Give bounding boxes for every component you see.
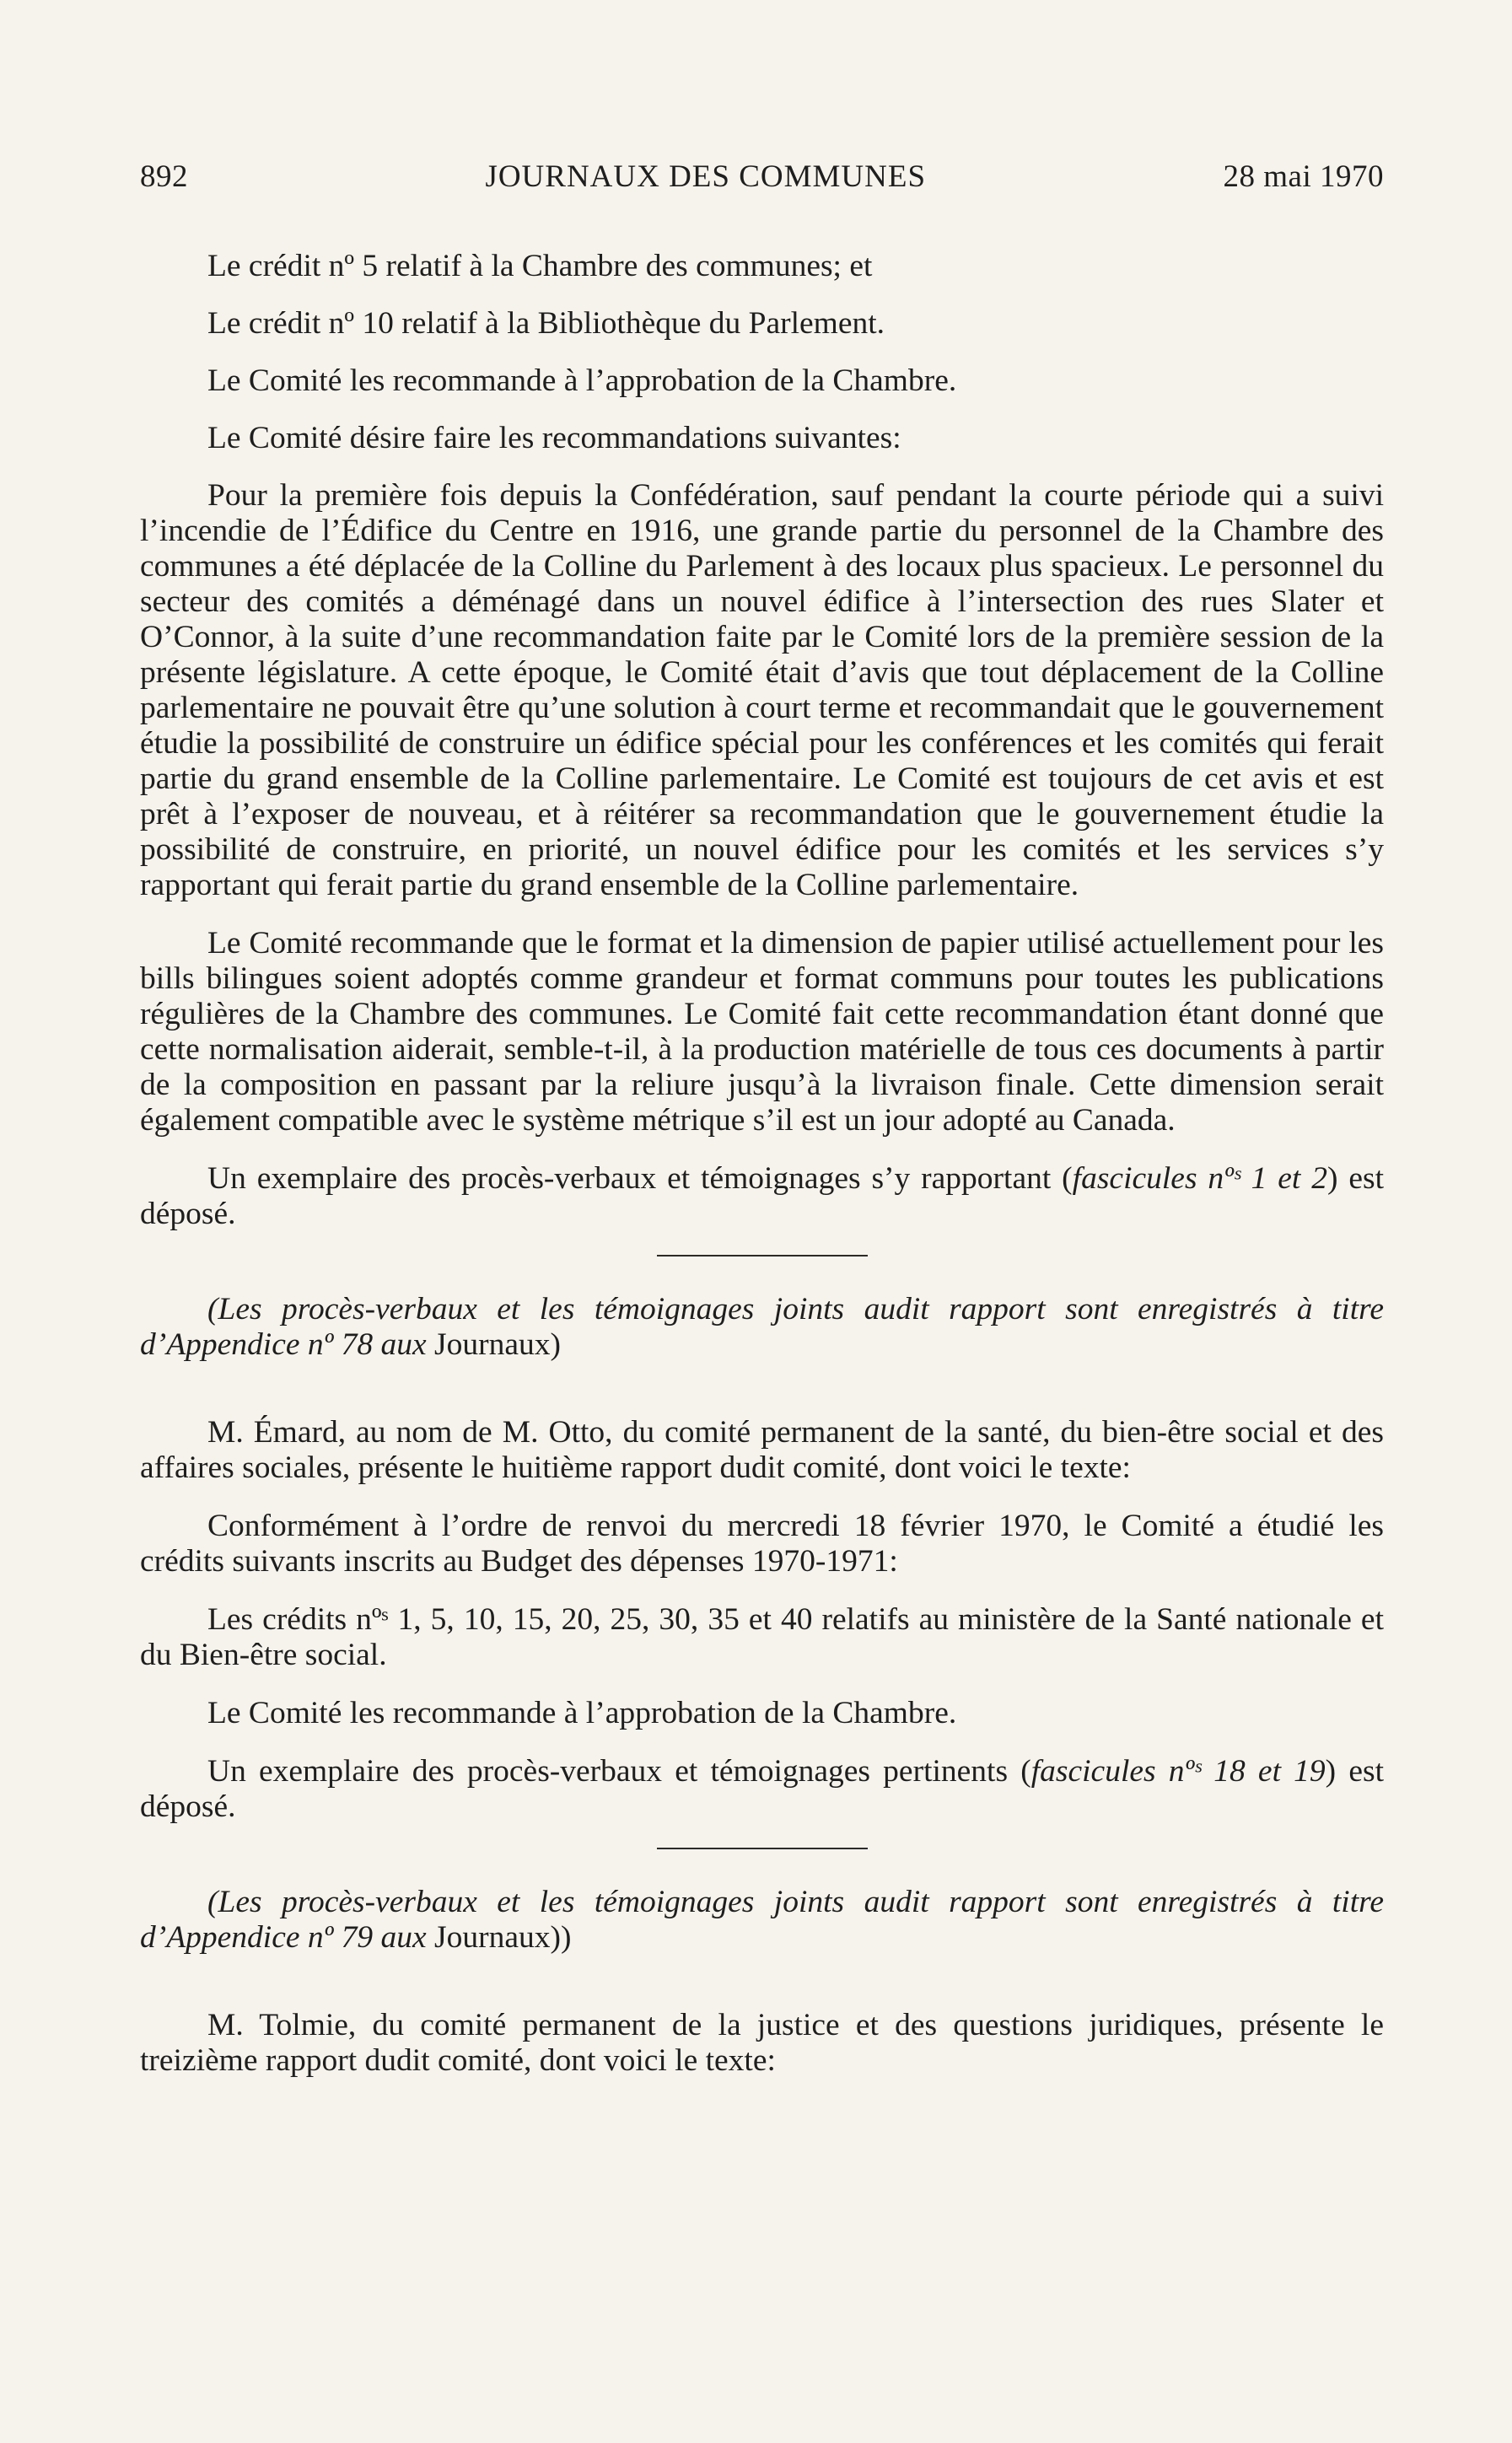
recommendations-intro: Le Comité désire faire les recommandations suivantes: — [207, 421, 901, 455]
header-date: 28 mai 1970 — [1223, 159, 1384, 194]
running-header — [140, 159, 1384, 195]
paragraph-deposit-2 — [140, 1754, 1384, 1825]
appendix-note-78-plain: Journaux) — [434, 1327, 561, 1362]
paragraph-credits-health: Les crédits nºˢ 1, 5, 10, 15, 20, 25, 30, 35 et 40 relatifs au ministère de la Santé nationale et du Bien-être social. — [140, 1602, 1384, 1672]
section-divider-1 — [657, 1255, 868, 1256]
body-text — [140, 249, 1384, 2079]
deposit-1-start: Un exemplaire des procès-verbaux et témoignages s’y rapportant ( — [207, 1161, 1073, 1196]
appendix-note-79-italic: (Les procès-verbaux et les témoignages joints audit rapport sont enregistrés à titre d’Appendice nº 79 aux — [140, 1885, 1384, 1955]
credit-line-5: Le crédit nº 5 relatif à la Chambre des communes; et — [207, 249, 873, 283]
deposit-2-end: ) est déposé. — [140, 1754, 1384, 1824]
deposit-2-start: Un exemplaire des procès-verbaux et témoignages pertinents ( — [207, 1754, 1031, 1789]
paragraph-recommend-2: Le Comité les recommande à l’approbation de la Chambre. — [207, 1696, 957, 1730]
paragraph-deposit-1 — [140, 1161, 1384, 1232]
paragraph-paper-format: Le Comité recommande que le format et la dimension de papier utilisé actuellement pour les bills bilingues soient adoptés comme grandeur et format communs pour toutes les publications régulières de la Chambre des communes. Le Comité fait cette recommandation étant donné que cette normalisation aiderait, semble-t-il, à la production matérielle de tous ces documents à partir de la composition en passant par la reliure jusqu’à la livraison finale. Cette dimension serait également compatible avec le système métrique s’il est un jour adopté au Canada. — [140, 926, 1384, 1138]
appendix-note-79 — [140, 1885, 1384, 1956]
deposit-1-fascicules: fascicules nºˢ 1 et 2 — [1072, 1161, 1327, 1196]
deposit-1-end: ) est déposé. — [140, 1161, 1384, 1231]
journal-title: JOURNAUX DES COMMUNES — [485, 159, 927, 194]
paragraph-emard-intro: M. Émard, au nom de M. Otto, du comité permanent de la santé, du bien-être social et des affaires sociales, présente le huitième rapport dudit comité, dont voici le texte: — [140, 1415, 1384, 1485]
deposit-2-fascicules: fascicules nºˢ 18 et 19 — [1030, 1754, 1326, 1789]
page-number: 892 — [140, 159, 188, 194]
appendix-note-78-italic: (Les procès-verbaux et les témoignages joints audit rapport sont enregistrés à titre d’Appendice nº 78 aux — [140, 1292, 1384, 1362]
recommend-line: Le Comité les recommande à l’approbation de la Chambre. — [207, 363, 957, 398]
section-divider-2 — [657, 1848, 868, 1849]
paragraph-tolmie-intro: M. Tolmie, du comité permanent de la justice et des questions juridiques, présente le treizième rapport dudit comité, dont voici le texte: — [140, 2008, 1384, 2078]
appendix-note-78 — [140, 1292, 1384, 1363]
paragraph-order-of-reference: Conformément à l’ordre de renvoi du mercredi 18 février 1970, le Comité a étudié les crédits suivants inscrits au Budget des dépenses 1970-1971: — [140, 1509, 1384, 1579]
paragraph-confederation: Pour la première fois depuis la Confédération, sauf pendant la courte période qui a suivi l’incendie de l’Édifice du Centre en 1916, une grande partie du personnel de la Chambre des communes a été déplacée de la Colline du Parlement à des locaux plus spacieux. Le personnel du secteur des comités a déménagé dans un nouvel édifice à l’intersection des rues Slater et O’Connor, à la suite d’une recommandation faite par le Comité lors de la première session de la présente législature. A cette époque, le Comité était d’avis que tout déplacement de la Colline parlementaire ne pouvait être qu’une solution à court terme et recommandait que le gouvernement étudie la possibilité de construire un édifice spécial pour les conférences et les comités qui ferait partie du grand ensemble de la Colline parlementaire. Le Comité est toujours de cet avis et est prêt à l’exposer de nouveau, et à réitérer sa recommandation que le gouvernement étudie la possibilité de construire, en priorité, un nouvel édifice pour les comités et les services s’y rapportant qui ferait partie du grand ensemble de la Colline parlementaire. — [140, 478, 1384, 902]
credit-line-10: Le crédit nº 10 relatif à la Bibliothèque du Parlement. — [207, 306, 885, 341]
appendix-note-79-plain: Journaux)) — [434, 1920, 572, 1955]
